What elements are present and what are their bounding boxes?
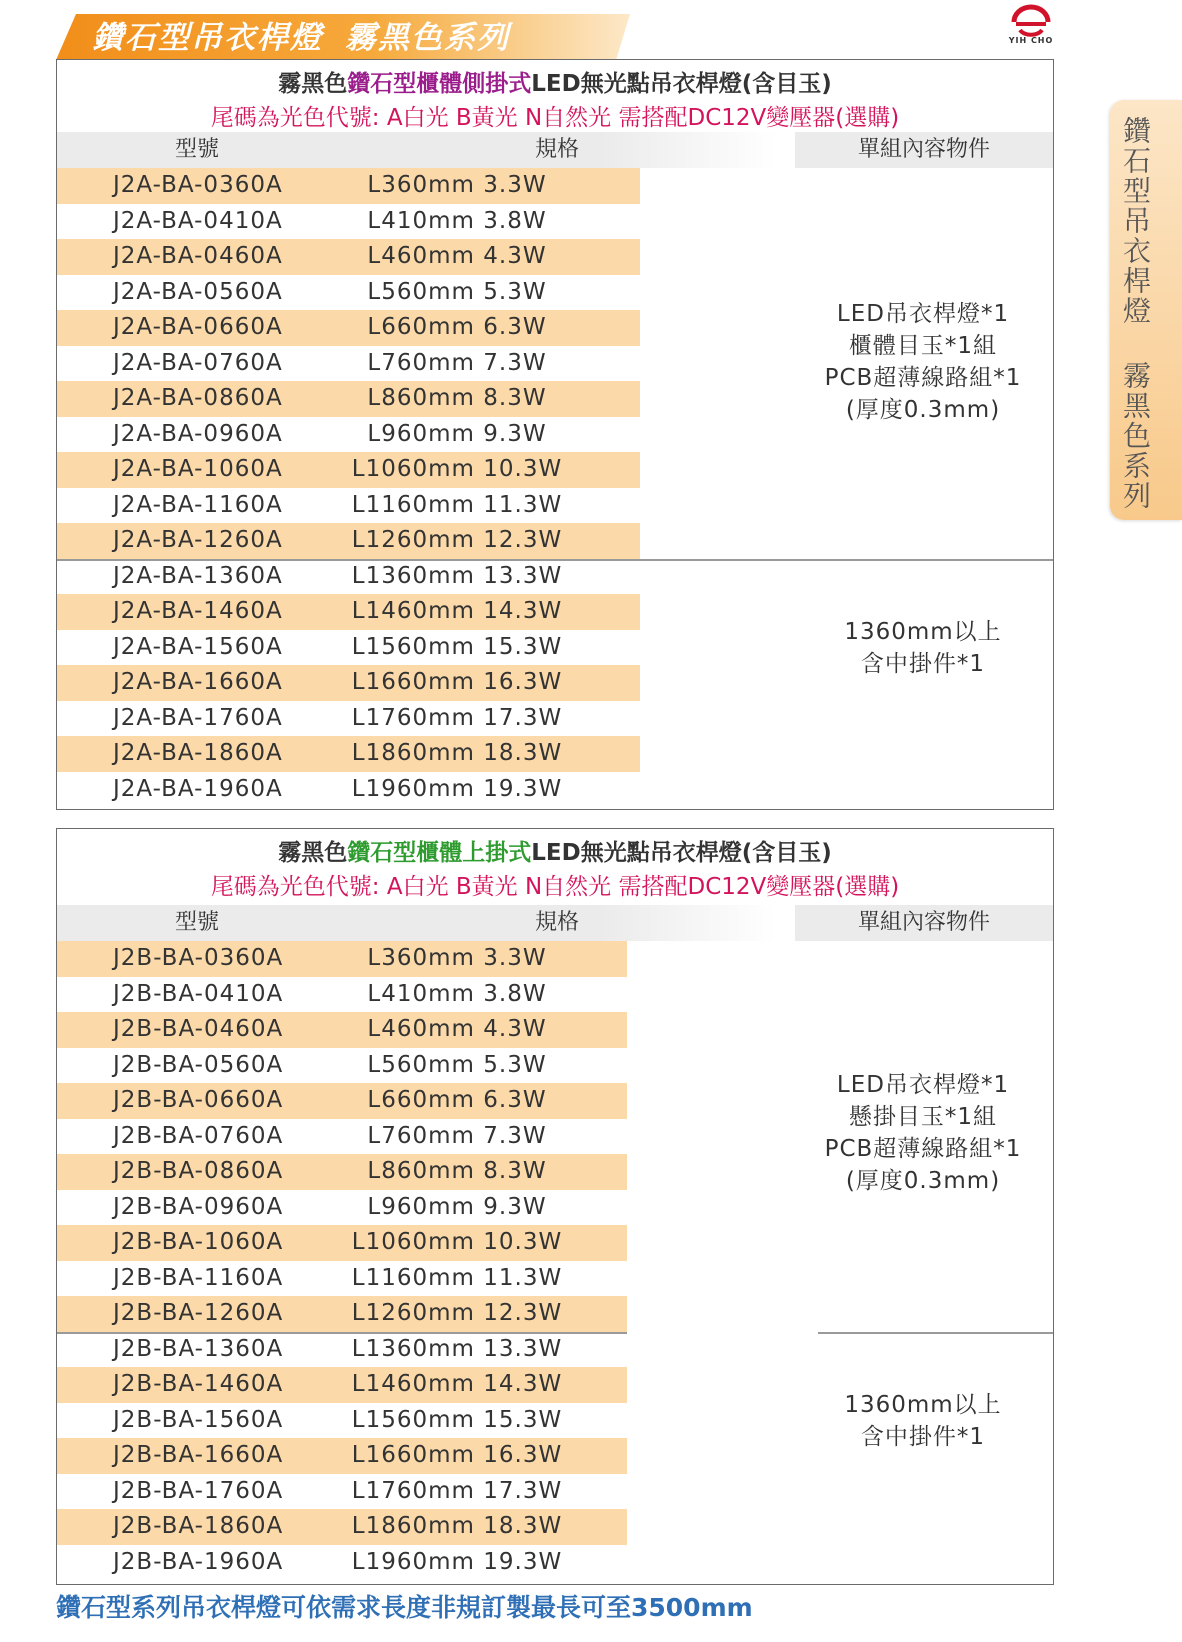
spec-cell: L1560mm 15.3W — [351, 633, 563, 660]
contents-long — [795, 616, 1051, 680]
table-row — [57, 310, 640, 346]
contents-line: LED吊衣桿燈*1 — [836, 301, 1010, 327]
model-cell: J2A-BA-1560A — [113, 633, 283, 660]
spec-cell: L1160mm 11.3W — [351, 1264, 563, 1291]
spec-cell: L1460mm 14.3W — [351, 1371, 563, 1397]
table-row — [57, 346, 640, 382]
footer-note: 鑽石型系列吊衣桿燈可依需求長度非規訂製最長可至3500mm — [56, 1593, 753, 1622]
page-title-part2: 霧黑色系列 — [345, 20, 510, 56]
spec-cell: L760mm 7.3W — [367, 349, 547, 376]
spec-cell: L960mm 9.3W — [367, 420, 547, 447]
table-subtitle: 尾碼為光色代號: A白光 B黃光 N自然光 需搭配DC12V變壓器(選購) — [210, 105, 900, 131]
column-header-spec: 規格 — [337, 905, 777, 941]
model-cell: J2A-BA-0410A — [113, 207, 283, 234]
spec-cell: L960mm 9.3W — [367, 1193, 547, 1220]
page-title-part1: 鑽石型吊衣桿燈 — [92, 20, 323, 56]
spec-cell: L460mm 4.3W — [367, 1016, 547, 1042]
table-row — [57, 1190, 627, 1226]
contents-line: 1360mm以上 — [844, 619, 1002, 645]
spec-cell: L1860mm 18.3W — [351, 740, 563, 766]
spec-cell: L1960mm 19.3W — [351, 775, 563, 802]
contents-line: (厚度0.3mm) — [845, 1168, 1001, 1194]
title-prefix: 霧黑色 — [278, 840, 348, 866]
model-cell: J2B-BA-0410A — [113, 980, 284, 1007]
model-cell: J2B-BA-0360A — [113, 945, 284, 971]
model-cell: J2B-BA-0560A — [113, 1051, 284, 1078]
column-header-contents: 單組內容物件 — [795, 905, 1053, 941]
table-row — [57, 168, 640, 204]
table-title — [57, 829, 1053, 903]
model-cell: J2B-BA-1260A — [113, 1300, 284, 1326]
column-header-contents: 單組內容物件 — [795, 132, 1053, 168]
model-cell: J2B-BA-1560A — [113, 1406, 284, 1433]
page-title — [92, 18, 510, 58]
table-row — [57, 1048, 627, 1084]
table-row — [57, 941, 627, 977]
table-row — [57, 701, 640, 737]
contents-line: PCB超薄線路組*1 — [824, 1136, 1022, 1162]
model-cell: J2B-BA-0660A — [113, 1087, 284, 1113]
model-cell: J2B-BA-1060A — [113, 1229, 284, 1255]
spec-cell: L1760mm 17.3W — [351, 1477, 563, 1504]
model-cell: J2B-BA-0960A — [113, 1193, 284, 1220]
contents-line: 含中掛件*1 — [860, 651, 986, 677]
model-cell: J2A-BA-1360A — [113, 562, 283, 589]
group-divider — [57, 559, 1053, 561]
table-title-main — [57, 837, 1053, 869]
table-title-main — [57, 68, 1053, 100]
model-cell: J2B-BA-0860A — [113, 1158, 284, 1184]
model-cell: J2A-BA-1460A — [113, 598, 283, 624]
table-row — [57, 275, 640, 311]
table-row — [57, 736, 640, 772]
contents-line: LED吊衣桿燈*1 — [836, 1072, 1010, 1098]
title-highlight: 鑽石型櫃體上掛式 — [347, 840, 532, 866]
brand-logo-text: YIH CHO — [1008, 36, 1054, 45]
table-row — [57, 977, 627, 1013]
spec-cell: L860mm 8.3W — [367, 1158, 547, 1184]
table-row — [57, 630, 640, 666]
spec-cell: L1160mm 11.3W — [351, 491, 563, 518]
spec-cell: L660mm 6.3W — [367, 1087, 547, 1113]
table-row — [57, 1438, 627, 1474]
model-cell: J2A-BA-1260A — [113, 527, 283, 553]
table-row — [57, 559, 640, 595]
product-table-top-mount — [56, 828, 1054, 1585]
model-cell: J2B-BA-1660A — [113, 1442, 284, 1468]
model-cell: J2B-BA-1760A — [113, 1477, 284, 1504]
table-row — [57, 594, 640, 630]
spec-cell: L860mm 8.3W — [367, 385, 547, 411]
table-row — [57, 1403, 627, 1439]
spec-cell: L460mm 4.3W — [367, 243, 547, 269]
model-cell: J2B-BA-1860A — [113, 1513, 284, 1539]
column-header-spec: 規格 — [337, 132, 777, 168]
contents-line: 懸掛目玉*1組 — [848, 1104, 998, 1130]
contents-line: 含中掛件*1 — [860, 1424, 986, 1450]
spec-cell: L660mm 6.3W — [367, 314, 547, 340]
spec-cell: L1560mm 15.3W — [351, 1406, 563, 1433]
model-cell: J2B-BA-0760A — [113, 1122, 284, 1149]
spec-cell: L1260mm 12.3W — [351, 1300, 563, 1326]
title-suffix: LED無光點吊衣桿燈(含目玉) — [531, 840, 832, 866]
table-row — [57, 1332, 627, 1368]
table-row — [57, 1154, 627, 1190]
contents-line: (厚度0.3mm) — [845, 397, 1001, 423]
model-cell: J2A-BA-0560A — [113, 278, 283, 305]
table-row — [57, 239, 640, 275]
spec-cell: L1360mm 13.3W — [351, 1335, 563, 1362]
model-cell: J2A-BA-1760A — [113, 704, 283, 731]
contents-short — [795, 1069, 1051, 1197]
table-row — [57, 523, 640, 559]
title-highlight: 鑽石型櫃體側掛式 — [347, 71, 532, 97]
table-row — [57, 1119, 627, 1155]
table-row — [57, 417, 640, 453]
model-cell: J2B-BA-1360A — [113, 1335, 284, 1362]
spec-cell: L1760mm 17.3W — [351, 704, 563, 731]
table-row — [57, 1296, 627, 1332]
table-row — [57, 488, 640, 524]
column-header-model: 型號 — [57, 905, 337, 941]
group-divider — [818, 1332, 1053, 1334]
spec-cell: L1060mm 10.3W — [351, 456, 563, 482]
column-header-model: 型號 — [57, 132, 337, 168]
model-cell: J2A-BA-1160A — [113, 491, 283, 518]
model-cell: J2A-BA-0760A — [113, 349, 283, 376]
title-prefix: 霧黑色 — [278, 71, 348, 97]
model-cell: J2B-BA-1160A — [113, 1264, 284, 1291]
model-cell: J2A-BA-1660A — [113, 669, 283, 695]
contents-long — [795, 1389, 1051, 1453]
model-cell: J2A-BA-1960A — [113, 775, 283, 802]
model-cell: J2B-BA-1960A — [113, 1548, 284, 1575]
table-row — [57, 772, 640, 808]
spec-cell: L760mm 7.3W — [367, 1122, 547, 1149]
table-row — [57, 1083, 627, 1119]
spec-cell: L410mm 3.8W — [367, 980, 547, 1007]
table-title — [57, 60, 1053, 134]
model-cell: J2A-BA-0360A — [113, 172, 283, 198]
spec-cell: L560mm 5.3W — [367, 278, 547, 305]
spec-cell: L560mm 5.3W — [367, 1051, 547, 1078]
table-row — [57, 452, 640, 488]
model-cell: J2B-BA-1460A — [113, 1371, 284, 1397]
spec-cell: L1660mm 16.3W — [351, 669, 563, 695]
product-table-side-mount — [56, 59, 1054, 810]
side-tab-label: 鑽石型吊衣桿燈 霧黑色系列 — [1119, 116, 1152, 511]
table-row — [57, 204, 640, 240]
table-row — [57, 1261, 627, 1297]
spec-cell: L1660mm 16.3W — [351, 1442, 563, 1468]
contents-short — [795, 298, 1051, 426]
contents-line: 櫃體目玉*1組 — [848, 333, 998, 359]
spec-cell: L1460mm 14.3W — [351, 598, 563, 624]
spec-cell: L360mm 3.3W — [367, 172, 547, 198]
table-row — [57, 1012, 627, 1048]
table-row — [57, 1474, 627, 1510]
table-row — [57, 381, 640, 417]
spec-cell: L1260mm 12.3W — [351, 527, 563, 553]
model-cell: J2B-BA-0460A — [113, 1016, 284, 1042]
table-row — [57, 1509, 627, 1545]
title-suffix: LED無光點吊衣桿燈(含目玉) — [531, 71, 832, 97]
spec-cell: L360mm 3.3W — [367, 945, 547, 971]
spec-cell: L410mm 3.8W — [367, 207, 547, 234]
model-cell: J2A-BA-0960A — [113, 420, 283, 447]
model-cell: J2A-BA-0460A — [113, 243, 283, 269]
group-divider — [57, 1332, 627, 1334]
table-row — [57, 665, 640, 701]
spec-cell: L1360mm 13.3W — [351, 562, 563, 589]
model-cell: J2A-BA-0860A — [113, 385, 283, 411]
model-cell: J2A-BA-1860A — [113, 740, 283, 766]
spec-cell: L1860mm 18.3W — [351, 1513, 563, 1539]
table-row — [57, 1367, 627, 1403]
model-cell: J2A-BA-1060A — [113, 456, 283, 482]
spec-cell: L1960mm 19.3W — [351, 1548, 563, 1575]
model-cell: J2A-BA-0660A — [113, 314, 283, 340]
spec-cell: L1060mm 10.3W — [351, 1229, 563, 1255]
table-row — [57, 1225, 627, 1261]
table-subtitle: 尾碼為光色代號: A白光 B黃光 N自然光 需搭配DC12V變壓器(選購) — [210, 874, 900, 900]
table-row — [57, 1545, 627, 1581]
contents-line: PCB超薄線路組*1 — [824, 365, 1022, 391]
contents-line: 1360mm以上 — [844, 1392, 1002, 1418]
